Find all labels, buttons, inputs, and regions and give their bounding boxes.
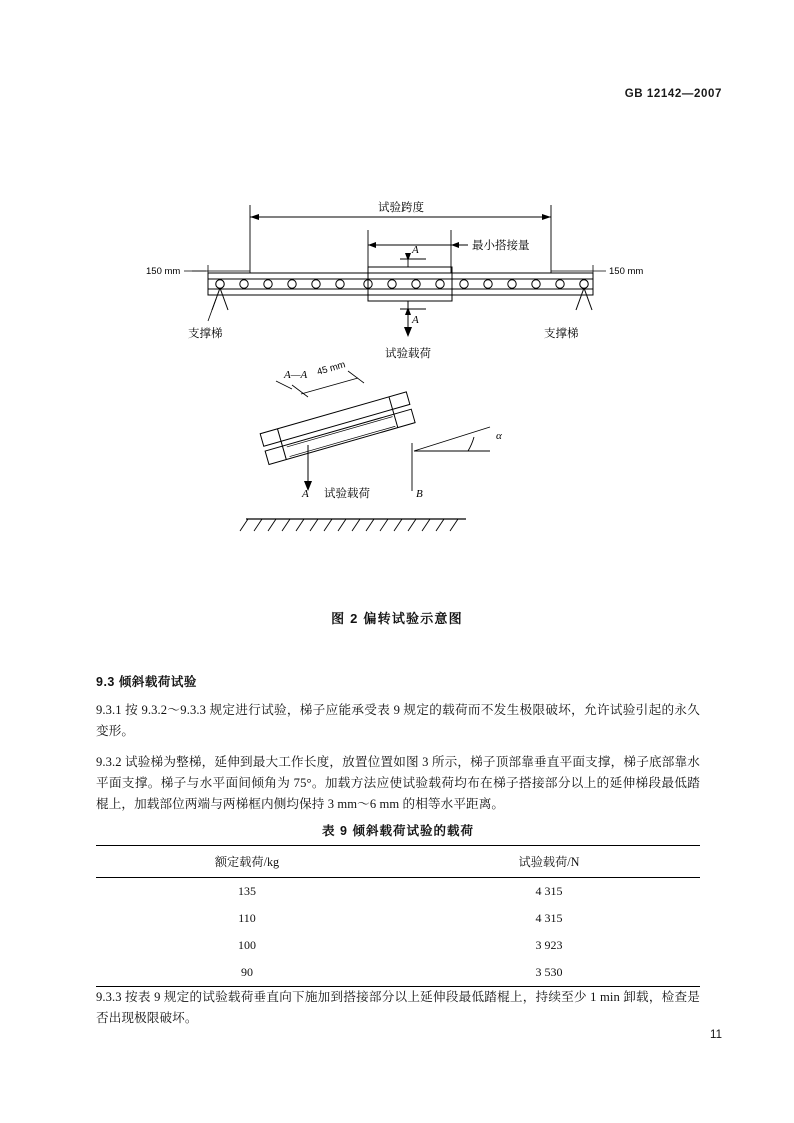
cell-rated-load: 100 <box>238 938 256 952</box>
paragraph-9-3-2: 9.3.2 试验梯为整梯，延伸到最大工作长度，放置位置如图 3 所示，梯子顶部靠垂直平面支撑，梯子底部靠水平面支撑。梯子与水平面间倾角为 75°。加载方法应使试验载荷均布在梯子搭接部分以上的延伸梯段最低踏棍上，加载部位两端与两梯框内侧均保持 3 mm～6 mm 的相等水平距离。 <box>96 755 700 811</box>
cell-test-load: 4 315 <box>535 911 563 925</box>
table-row <box>96 905 700 932</box>
svg-text:最小搭接量: 最小搭接量 <box>472 240 530 252</box>
document-body <box>96 672 700 1039</box>
section-title: 9.3 倾斜载荷试验 <box>96 675 197 689</box>
table-row <box>96 932 700 959</box>
page-number: 11 <box>710 1029 722 1041</box>
cell-test-load: 3 530 <box>398 959 700 987</box>
svg-text:支撑梯: 支撑梯 <box>544 328 579 340</box>
svg-text:150 mm: 150 mm <box>609 266 644 277</box>
figure-caption: 图 2 偏转试验示意图 <box>331 611 463 626</box>
table-header-test-load: 试验载荷/N <box>398 846 700 878</box>
svg-text:试验载荷: 试验载荷 <box>324 488 370 500</box>
paragraph-9-3-3: 9.3.3 按表 9 规定的试验载荷垂直向下施加到搭接部分以上延伸段最低踏棍上，持续至少 1 min 卸载，检查是否出现极限破坏。 <box>96 990 700 1025</box>
table-body <box>96 878 700 987</box>
table-row <box>96 959 700 987</box>
cell-rated-load: 135 <box>238 884 256 898</box>
cell-test-load: 3 923 <box>535 938 563 952</box>
svg-text:试验跨度: 试验跨度 <box>378 202 424 214</box>
page-header-standard-code: GB 12142—2007 <box>624 88 722 100</box>
cell-rated-load: 90 <box>96 959 398 987</box>
table-head <box>96 846 700 878</box>
svg-text:A—A: A—A <box>284 369 308 381</box>
table-header-rated-load: 额定载荷/kg <box>96 846 398 878</box>
paragraph-9-3-1: 9.3.1 按 9.3.2～9.3.3 规定进行试验，梯子应能承受表 9 规定的载荷而不发生极限破坏，允许试验引起的永久变形。 <box>96 703 700 738</box>
svg-text:A: A <box>302 488 309 500</box>
table-header-row <box>96 846 700 878</box>
load-table <box>96 845 700 987</box>
cell-rated-load: 110 <box>238 911 256 925</box>
svg-text:α: α <box>496 430 502 442</box>
svg-text:45 mm: 45 mm <box>315 359 347 378</box>
svg-text:B: B <box>416 488 423 500</box>
svg-text:150 mm: 150 mm <box>146 266 181 277</box>
svg-text:A: A <box>412 244 419 256</box>
svg-text:A: A <box>412 314 419 326</box>
cell-test-load: 4 315 <box>535 884 563 898</box>
table-caption: 表 9 倾斜载荷试验的载荷 <box>322 824 474 838</box>
table-row <box>96 878 700 906</box>
svg-text:支撑梯: 支撑梯 <box>188 328 223 340</box>
svg-text:试验载荷: 试验载荷 <box>385 348 431 360</box>
figure-2-diagram <box>96 175 700 575</box>
